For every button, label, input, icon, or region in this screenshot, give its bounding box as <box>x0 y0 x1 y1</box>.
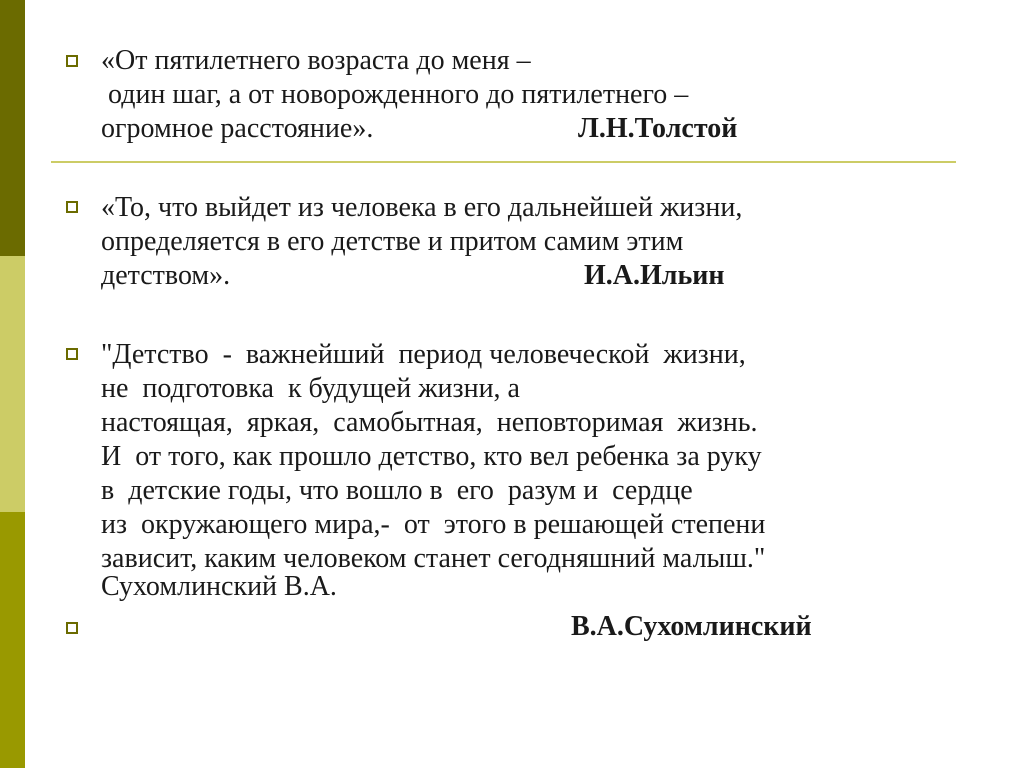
quote-3-line-8: Сухомлинский В.А. <box>101 571 337 602</box>
quote-1-author: Л.Н.Толстой <box>578 113 738 144</box>
quote-4-author: В.А.Сухомлинский <box>571 611 812 642</box>
quote-3-line-7: зависит, каким человеком станет сегодняшний малыш." <box>101 543 766 574</box>
divider <box>51 161 956 163</box>
quote-1-line-1: «От пятилетнего возраста до меня – <box>101 45 531 76</box>
quote-3-line-1: "Детство - важнейший период человеческой жизни, <box>101 339 746 370</box>
quote-3-line-4: И от того, как прошло детство, кто вел ребенка за руку <box>101 441 762 472</box>
quote-1-line-2: один шаг, а от новорожденного до пятилетнего – <box>101 79 689 110</box>
bullet-icon <box>66 622 78 634</box>
quote-3-line-5: в детские годы, что вошло в его разум и сердце <box>101 475 693 506</box>
bullet-icon <box>66 348 78 360</box>
quote-1-line-3: огромное расстояние». <box>101 113 374 144</box>
sidebar-block-dark <box>0 0 25 256</box>
quote-3-line-3: настоящая, яркая, самобытная, неповторимая жизнь. <box>101 407 758 438</box>
quote-3-line-2: не подготовка к будущей жизни, а <box>101 373 520 404</box>
sidebar-block-light <box>0 256 25 512</box>
quote-3-line-6: из окружающего мира,- от этого в решающей степени <box>101 509 766 540</box>
quote-2-line-2: определяется в его детстве и притом самим этим <box>101 226 684 257</box>
sidebar-stripe <box>0 0 25 768</box>
bullet-icon <box>66 201 78 213</box>
bullet-icon <box>66 55 78 67</box>
quote-2-line-1: «То, что выйдет из человека в его дальнейшей жизни, <box>101 192 743 223</box>
sidebar-block-olive <box>0 512 25 768</box>
quote-2-author: И.А.Ильин <box>584 260 725 291</box>
quote-2-line-3: детством». <box>101 260 231 291</box>
